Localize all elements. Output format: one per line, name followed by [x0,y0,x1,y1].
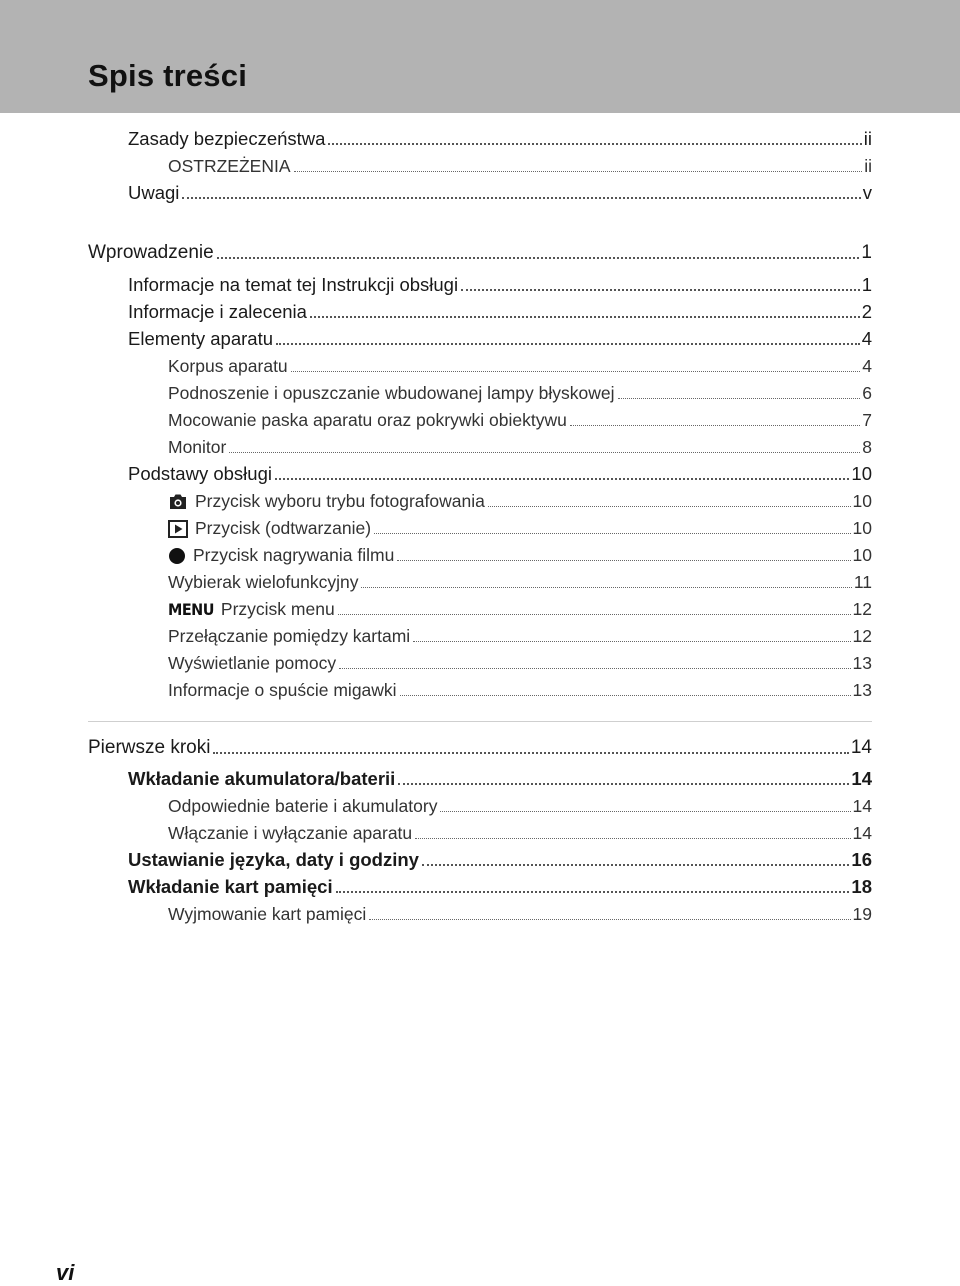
toc-entry[interactable] [168,151,872,177]
toc-page-number: 16 [851,849,872,870]
toc-entry[interactable] [168,432,872,458]
toc-entry-text: Elementy aparatu [128,328,274,349]
toc-page-number: 13 [852,653,872,673]
toc-entry-text: Ustawianie języka, daty i godziny [128,849,419,870]
toc-page-number: 13 [852,680,872,700]
toc-entry[interactable] [168,594,872,620]
toc-entry-text: Podnoszenie i opuszczanie wbudowanej lampy błyskowej [168,383,615,403]
toc-entry-text: Wkładanie akumulatora/baterii [128,768,396,789]
toc-entry[interactable] [168,899,872,925]
movie-record-icon [168,547,186,565]
toc-entry-text: Uwagi [128,182,180,203]
toc-entry-text: Przełączanie pomiędzy kartami [168,626,411,646]
toc-entry[interactable] [168,513,872,539]
toc-page-number: 8 [862,437,872,457]
dot-leader [422,864,849,866]
toc-page-number: 14 [852,823,872,843]
toc-page-number: 14 [850,737,872,758]
camera-shooting-mode-icon [168,493,188,510]
toc-entry-text: Wybierak wielofunkcyjny [168,572,359,592]
toc-page-number: 10 [852,518,872,538]
toc-entry-text: Włączanie i wyłączanie aparatu [168,823,413,843]
toc-page-number: 10 [852,491,872,511]
dot-leader [213,752,848,754]
dot-leader [415,838,850,839]
toc-entry-text: Wyjmowanie kart pamięci [168,904,367,924]
toc-entry-text: Zasady bezpieczeństwa [128,128,326,149]
toc-entry-text: OSTRZEŻENIA [168,156,291,176]
toc-entry-text: Przycisk wyboru trybu fotografowania [195,491,485,511]
toc-entry-text: Wprowadzenie [88,242,214,263]
toc-entry-text: Korpus aparatu [168,356,288,376]
page-title: Spis treści [88,58,248,93]
dot-leader [338,614,851,615]
dot-leader [336,891,850,893]
toc-page-number: ii [863,128,872,149]
dot-leader [294,171,863,172]
toc-entry[interactable] [128,872,872,898]
toc-entry[interactable] [128,845,872,871]
toc-entry[interactable] [128,297,872,323]
dot-leader [570,425,860,426]
toc-page-number: 12 [852,626,872,646]
toc-page-number: ii [864,156,872,176]
page-number-label: vi [56,1260,75,1285]
toc-page-number: 12 [852,599,872,619]
dot-leader [339,668,850,669]
dot-leader [618,398,861,399]
dot-leader [310,316,860,318]
toc-entry[interactable] [168,621,872,647]
dot-leader [361,587,851,588]
toc-entry[interactable] [168,567,872,593]
toc-entry[interactable] [128,124,872,150]
dot-leader [440,811,850,812]
toc-entry[interactable] [168,540,872,566]
dot-leader [276,343,860,345]
toc-entry[interactable] [168,675,872,701]
toc-entry[interactable] [128,764,872,790]
toc-page-number: 2 [861,301,872,322]
toc-page-number: 1 [861,274,872,295]
toc-entry-text: Wyświetlanie pomocy [168,653,337,673]
dot-leader [461,289,860,291]
toc-entry[interactable] [168,791,872,817]
toc-page-number: 14 [851,768,872,789]
toc-entry[interactable] [168,378,872,404]
toc-page-number: 4 [861,328,872,349]
toc-entry-text: Mocowanie paska aparatu oraz pokrywki obiektywu [168,410,567,430]
dot-leader [369,919,850,920]
dot-leader [413,641,850,642]
toc-page-number: 4 [862,356,872,376]
toc-entry[interactable] [168,648,872,674]
dot-leader [291,371,861,372]
dot-leader [400,695,851,696]
menu-icon: MENU [168,600,214,619]
toc-entry[interactable] [168,818,872,844]
dot-leader [328,143,861,145]
dot-leader [374,533,851,534]
toc-chapter[interactable] [88,238,872,264]
toc-entry-text: Wkładanie kart pamięci [128,876,333,897]
toc-page-number: 18 [851,876,872,897]
toc-entry-text: Pierwsze kroki [88,737,211,758]
toc-page-number: 6 [862,383,872,403]
toc-page-number: 11 [853,572,872,592]
toc-entry-text: Podstawy obsługi [128,463,272,484]
toc-chapter[interactable] [88,733,872,759]
toc-entry-text: Przycisk menu [220,599,335,619]
playback-icon [168,520,188,538]
toc-entry[interactable] [128,178,872,204]
toc-entry-text: Informacje i zalecenia [128,301,307,322]
toc-entry-text: Monitor [168,437,227,457]
toc-entry[interactable] [168,351,872,377]
toc-entry-text: Przycisk (odtwarzanie) [195,518,372,538]
title-banner [0,0,960,113]
toc-page-number: 10 [852,545,872,565]
toc-entry-text: Przycisk nagrywania filmu [193,545,395,565]
toc-entry[interactable] [128,459,872,485]
toc-entry[interactable] [168,405,872,431]
dot-leader [275,478,849,480]
dot-leader [488,506,851,507]
toc-entry-text: Informacje na temat tej Instrukcji obsługi [128,274,459,295]
toc-page-number: 19 [852,904,872,924]
toc-page-number: v [862,182,872,203]
dot-leader [229,452,860,453]
dot-leader [217,257,860,259]
section-divider [88,721,872,722]
toc-page-number: 1 [861,242,872,263]
toc-entry-text: Informacje o spuście migawki [168,680,397,700]
dot-leader [398,783,849,785]
toc-page-number: 10 [851,463,872,484]
toc-page-number: 14 [852,796,872,816]
dot-leader [397,560,850,561]
dot-leader [182,197,860,199]
toc-page-number: 7 [862,410,872,430]
toc-entry[interactable] [168,486,872,512]
toc-entry[interactable] [128,324,872,350]
toc-entry[interactable] [128,270,872,296]
toc-entry-text: Odpowiednie baterie i akumulatory [168,796,438,816]
